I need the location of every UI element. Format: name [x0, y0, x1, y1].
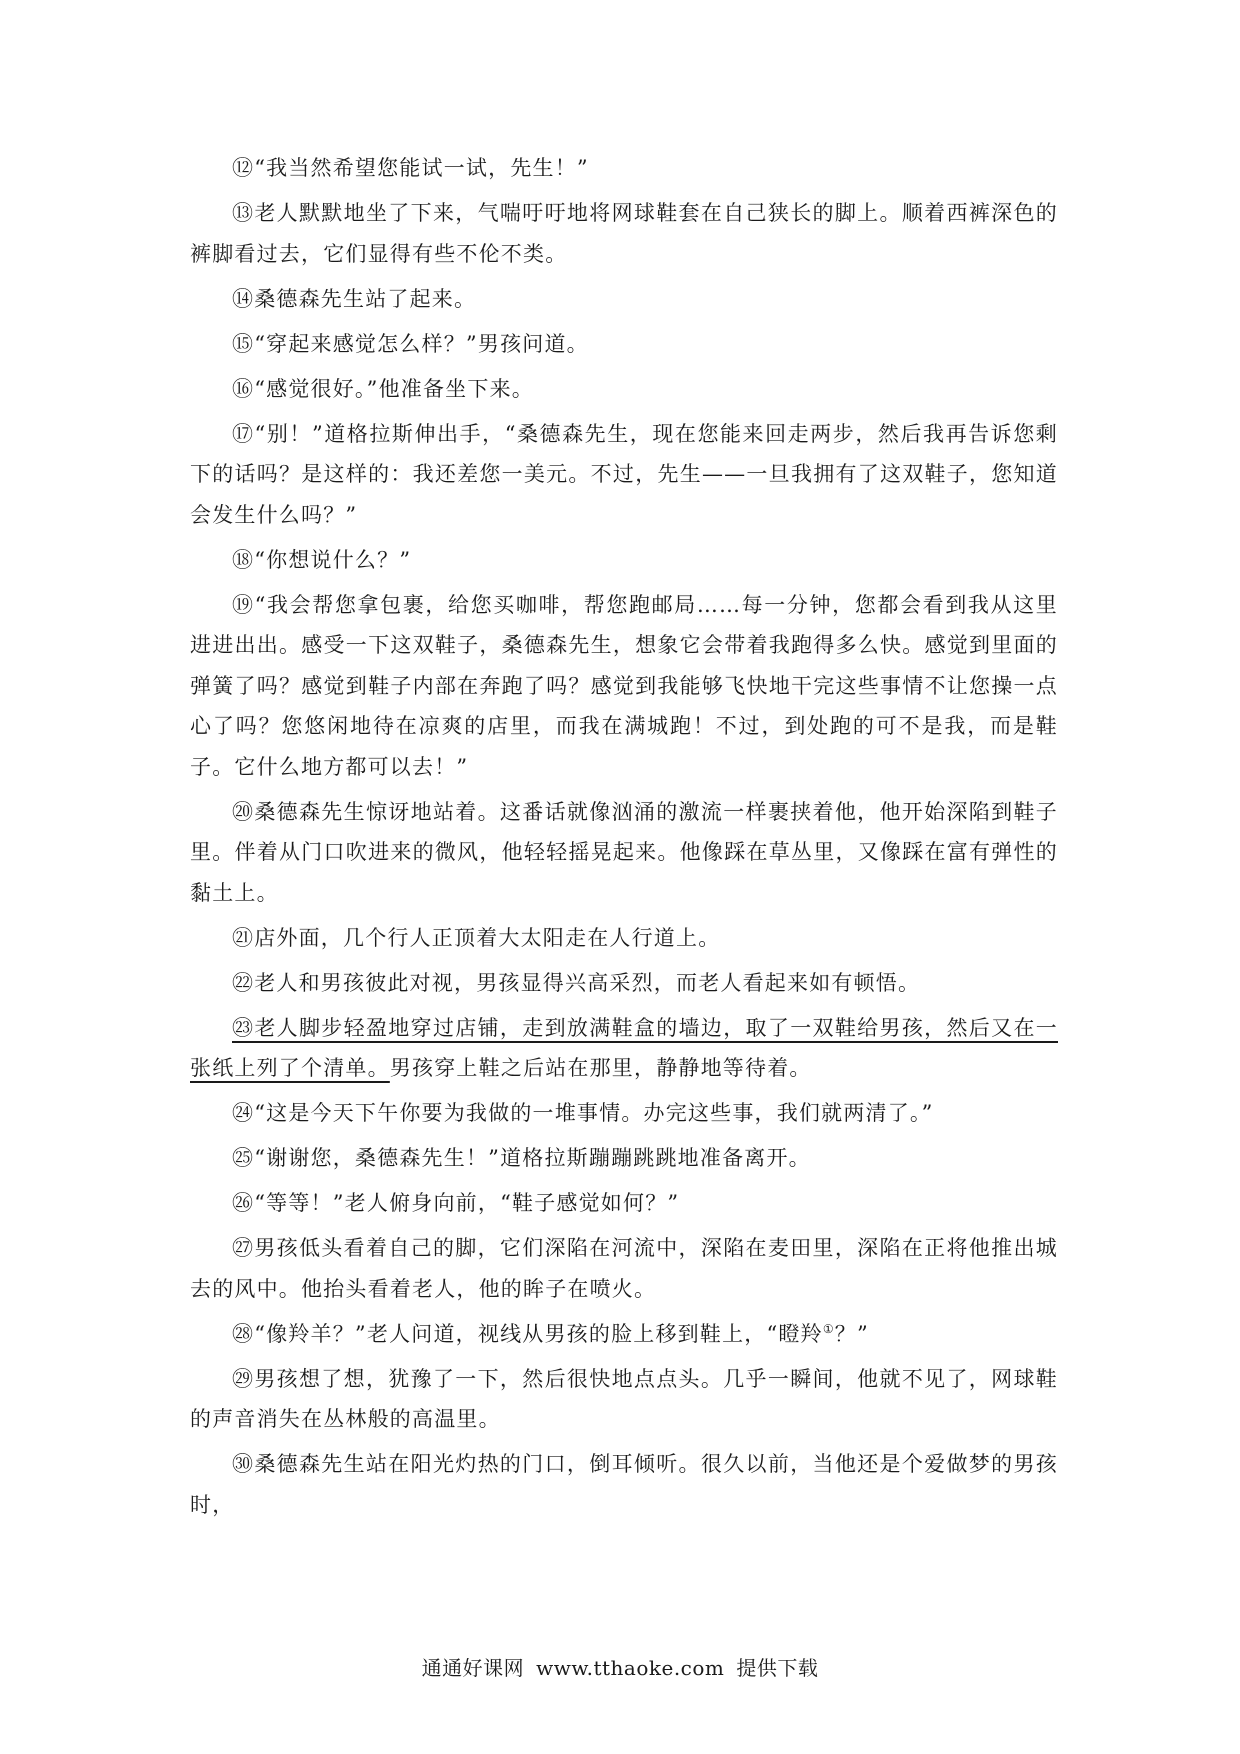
paragraph-19: ⑲“我会帮您拿包裹，给您买咖啡，帮您跑邮局……每一分钟，您都会看到我从这里进进出出。感受一下这双鞋子，桑德森先生，想象它会带着我跑得多么快。感觉到里面的弹簧了吗？感觉到鞋子内部在奔跑了吗？感觉到我能够飞快地干完这些事情不让您操一点心了吗？您悠闲地待在凉爽的店里，而我在满城跑！不过，到处跑的可不是我，而是鞋子。它什么地方都可以去！” — [190, 592, 1058, 779]
page-footer — [0, 1652, 1240, 1681]
paragraph-13: ⑬老人默默地坐了下来，气喘吁吁地将网球鞋套在自己狭长的脚上。顺着西裤深色的裤脚看过去，它们显得有些不伦不类。 — [190, 201, 1058, 266]
underlined-sentence: ㉓老人脚步轻盈地穿过店铺，走到放满鞋盒的墙边，取了一双鞋给男孩，然后又在一张纸上列了个清单。 — [190, 1015, 1058, 1080]
paragraph-28 — [190, 1314, 1058, 1355]
paragraph-15: ⑮“穿起来感觉怎么样？”男孩问道。 — [232, 331, 589, 356]
paragraph-24: ㉔“这是今天下午你要为我做的一堆事情。办完这些事，我们就两清了。” — [232, 1101, 934, 1125]
paragraph-25: ㉕“谢谢您，桑德森先生！”道格拉斯蹦蹦跳跳地准备离开。 — [232, 1146, 811, 1170]
paragraph-29: ㉙男孩想了想，犹豫了一下，然后很快地点点头。几乎一瞬间，他就不见了，网球鞋的声音消失在丛林般的高温里。 — [190, 1366, 1058, 1431]
paragraph-14: ⑭桑德森先生站了起来。 — [232, 286, 477, 311]
footer-suffix: 提供下载 — [736, 1656, 819, 1680]
paragraph-27: ㉗男孩低头看着自己的脚，它们深陷在河流中，深陷在麦田里，深陷在正将他推出城去的风中。他抬头看着老人，他的眸子在喷火。 — [190, 1236, 1058, 1301]
footer-site-name: 通通好课网 — [421, 1656, 525, 1680]
paragraph-28-text: ㉘“像羚羊？”老人问道，视线从男孩的脸上移到鞋上，“瞪羚 — [232, 1321, 823, 1346]
paragraph-22: ㉒老人和男孩彼此对视，男孩显得兴高采烈，而老人看起来如有顿悟。 — [232, 970, 921, 995]
footer-url[interactable]: www.tthaoke.com — [536, 1656, 725, 1680]
paragraph-16: ⑯“感觉很好。”他准备坐下来。 — [232, 376, 534, 401]
article-body — [190, 148, 1058, 1530]
paragraph-20: ⑳桑德森先生惊讶地站着。这番话就像汹涌的激流一样裹挟着他，他开始深陷到鞋子里。伴着从门口吹进来的微风，他轻轻摇晃起来。他像踩在草丛里，又像踩在富有弹性的黏土上。 — [190, 799, 1058, 905]
paragraph-30: ㉚桑德森先生站在阳光灼热的门口，倒耳倾听。很久以前，当他还是个爱做梦的男孩时， — [190, 1452, 1058, 1517]
paragraph-23 — [190, 1008, 1058, 1089]
paragraph-23-rest: 男孩穿上鞋之后站在那里，静静地等待着。 — [389, 1056, 812, 1080]
paragraph-21: ㉑店外面，几个行人正顶着大太阳走在人行道上。 — [232, 925, 721, 950]
paragraph-26: ㉖“等等！”老人俯身向前，“鞋子感觉如何？” — [232, 1191, 680, 1215]
footnote-marker: ① — [822, 1321, 835, 1336]
paragraph-18: ⑱“你想说什么？” — [232, 547, 412, 572]
paragraph-12: ⑫“我当然希望您能试一试，先生！” — [232, 156, 589, 180]
paragraph-28-end: ？” — [834, 1321, 869, 1346]
paragraph-17: ⑰“别！”道格拉斯伸出手，“桑德森先生，现在您能来回走两步，然后我再告诉您剩下的话吗？是这样的：我还差您一美元。不过，先生——一旦我拥有了这双鞋子，您知道会发生什么吗？” — [190, 421, 1058, 527]
